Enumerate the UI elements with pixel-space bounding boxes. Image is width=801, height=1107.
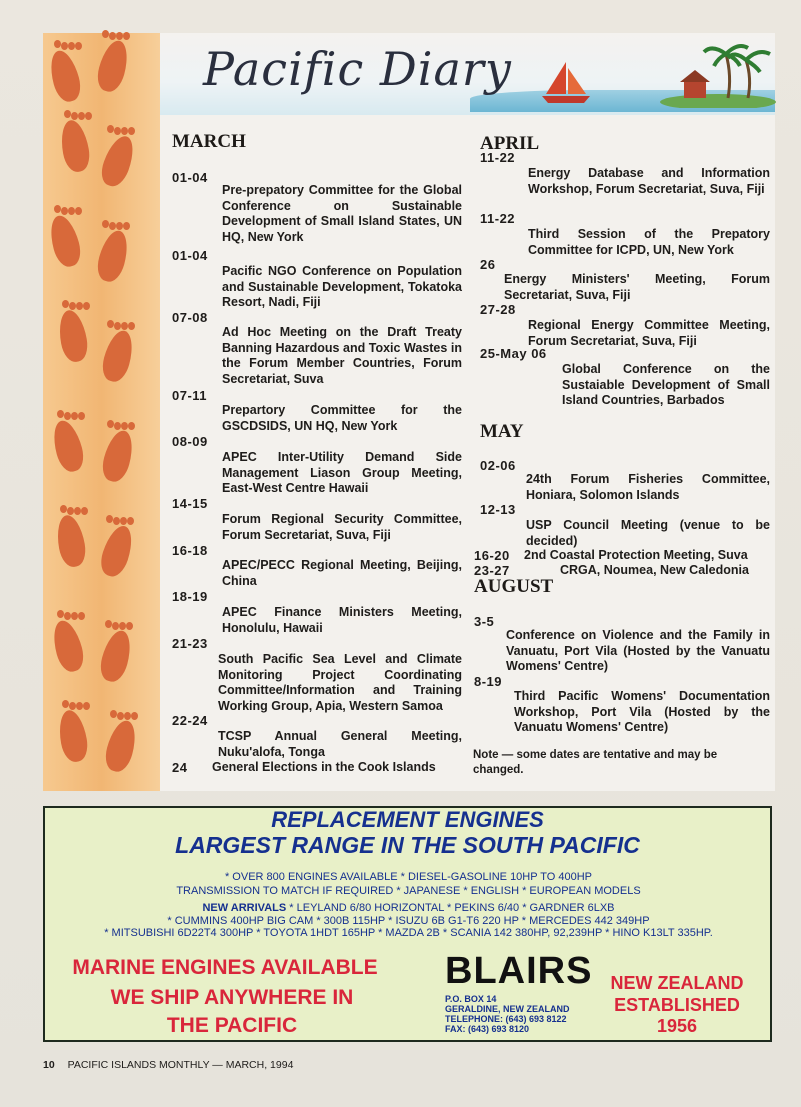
ad-address-line: GERALDINE, NEW ZEALAND	[445, 1004, 570, 1014]
event-text: Pacific NGO Conference on Population and Sustainable Development, Tokatoka Resort, Nadi, Fiji	[222, 264, 462, 309]
event-date: 11-22	[480, 150, 516, 165]
event-text: Energy Database and Information Workshop, Forum Secretariat, Suva, Fiji	[528, 166, 770, 196]
toe-icon	[123, 222, 130, 230]
blairs-logo: BLAIRS	[445, 950, 593, 992]
toe-icon	[116, 32, 123, 40]
event-date: 24	[172, 760, 188, 775]
event-text: Third Pacific Womens' Documentation Workshop, Port Vila (Hosted by the Vanuatu Womens' Centre)	[514, 689, 770, 734]
event-text: Pre-prepatory Committee for the Global Conference on Sustainable Development of Small Island States, UN HQ, New York	[222, 183, 462, 244]
ad-established-text: ESTABLISHED 1956	[614, 995, 740, 1036]
event-text: General Elections in the Cook Islands	[212, 760, 436, 774]
toe-icon	[81, 507, 88, 515]
tentative-dates-note: Note — some dates are tentative and may be changed.	[473, 749, 718, 776]
toe-icon	[78, 612, 85, 620]
ad-address-line: P.O. BOX 14	[445, 994, 497, 1004]
event-date: 16-20	[474, 548, 510, 563]
event-text: TCSP Annual General Meeting, Nuku'alofa, Tonga	[218, 729, 462, 759]
toe-icon	[69, 702, 76, 710]
ad-marine-engines-text: MARINE ENGINES AVAILABLE	[72, 956, 378, 979]
ad-new-arrivals-label: NEW ARRIVALS	[202, 902, 287, 914]
island-palms-icon	[648, 36, 776, 108]
event-text: 24th Forum Fisheries Committee, Honiara, Solomon Islands	[526, 472, 770, 502]
event-text: Energy Ministers' Meeting, Forum Secretariat, Suva, Fiji	[504, 272, 770, 302]
toe-icon	[57, 610, 64, 618]
event-date: 25-May 06	[480, 346, 547, 361]
event-date: 01-04	[172, 248, 208, 263]
toe-icon	[107, 125, 114, 133]
toe-icon	[120, 517, 127, 525]
event-text: South Pacific Sea Level and Climate Monitoring Project Coordinating Committee/Information and Training Working Group, Apia, Western Samoa	[218, 652, 462, 713]
ad-pacific-text: THE PACIFIC	[166, 1014, 298, 1037]
toe-icon	[60, 505, 67, 513]
toe-icon	[78, 112, 85, 120]
event-text: Forum Regional Security Committee, Forum Secretariat, Suva, Fiji	[222, 512, 462, 542]
toe-icon	[110, 710, 117, 718]
event-date: 27-28	[480, 302, 516, 317]
toe-icon	[64, 110, 71, 118]
ad-headline: REPLACEMENT ENGINES	[271, 807, 544, 832]
ad-line: * LEYLAND 6/80 HORIZONTAL * PEKINS 6/40 * GARDNER 6LXB	[289, 902, 615, 914]
ad-line: * OVER 800 ENGINES AVAILABLE * DIESEL-GASOLINE 10HP TO 400HP	[224, 871, 593, 883]
event-text: USP Council Meeting (venue to be decided)	[526, 518, 770, 548]
toe-icon	[123, 32, 130, 40]
toe-icon	[68, 207, 75, 215]
toe-icon	[114, 422, 121, 430]
toe-icon	[124, 712, 131, 720]
toe-icon	[107, 420, 114, 428]
event-text: Prepartory Committee for the GSCDSIDS, UN HQ, New York	[222, 403, 462, 433]
toe-icon	[83, 702, 90, 710]
toe-icon	[64, 412, 71, 420]
page-title: Pacific Diary	[203, 42, 512, 96]
toe-icon	[114, 127, 121, 135]
ad-line: TRANSMISSION TO MATCH IF REQUIRED * JAPANESE * ENGLISH * EUROPEAN MODELS	[176, 885, 641, 897]
toe-icon	[128, 322, 135, 330]
toe-icon	[69, 302, 76, 310]
toe-icon	[75, 207, 82, 215]
month-heading-may: MAY	[480, 421, 524, 442]
ad-ship-anywhere-text: WE SHIP ANYWHERE IN	[110, 986, 354, 1009]
toe-icon	[67, 507, 74, 515]
event-date: 23-27	[474, 563, 510, 578]
toe-icon	[71, 612, 78, 620]
toe-icon	[68, 42, 75, 50]
toe-icon	[114, 322, 121, 330]
toe-icon	[74, 507, 81, 515]
event-text: APEC Inter-Utility Demand Side Management Liason Group Meeting, East-West Centre Hawaii	[222, 450, 462, 495]
event-text: APEC Finance Ministers Meeting, Honolulu, Hawaii	[222, 605, 462, 635]
event-date: 07-08	[172, 310, 208, 325]
toe-icon	[76, 302, 83, 310]
ad-subheadline: LARGEST RANGE IN THE SOUTH PACIFIC	[175, 832, 640, 858]
event-date: 16-18	[172, 543, 208, 558]
toe-icon	[106, 515, 113, 523]
toe-icon	[54, 205, 61, 213]
toe-icon	[54, 40, 61, 48]
event-text: APEC/PECC Regional Meeting, Beijing, China	[222, 558, 462, 588]
toe-icon	[116, 222, 123, 230]
toe-icon	[127, 517, 134, 525]
toe-icon	[109, 222, 116, 230]
event-date: 11-22	[480, 211, 516, 226]
event-date: 07-11	[172, 388, 208, 403]
toe-icon	[64, 612, 71, 620]
event-text: Regional Energy Committee Meeting, Forum Secretariat, Suva, Fiji	[528, 318, 770, 348]
toe-icon	[76, 702, 83, 710]
toe-icon	[83, 302, 90, 310]
toe-icon	[121, 127, 128, 135]
event-text: 2nd Coastal Protection Meeting, Suva	[524, 548, 748, 562]
toe-icon	[62, 300, 69, 308]
event-date: 8-19	[474, 674, 503, 689]
event-date: 12-13	[480, 502, 516, 517]
toe-icon	[117, 712, 124, 720]
page-footer	[43, 1059, 293, 1071]
event-date: 01-04	[172, 170, 208, 185]
event-date: 14-15	[172, 496, 208, 511]
event-date: 21-23	[172, 636, 208, 651]
toe-icon	[57, 410, 64, 418]
event-text: Third Session of the Prepatory Committee for ICPD, UN, New York	[528, 227, 770, 257]
event-text: CRGA, Noumea, New Caledonia	[560, 563, 749, 577]
ad-telephone: TELEPHONE: (643) 693 8122	[445, 1014, 567, 1024]
event-date: 3-5	[474, 614, 495, 629]
toe-icon	[61, 207, 68, 215]
toe-icon	[119, 622, 126, 630]
month-heading-march: MARCH	[172, 131, 246, 152]
toe-icon	[107, 320, 114, 328]
toe-icon	[85, 112, 92, 120]
publication-line: PACIFIC ISLANDS MONTHLY — MARCH, 1994	[67, 1059, 294, 1071]
toe-icon	[128, 422, 135, 430]
ad-line: * MITSUBISHI 6D22T4 300HP * TOYOTA 1HDT 165HP * MAZDA 2B * SCANIA 142 380HP, 92,239HP * HINO K13LT 335HP.	[104, 927, 713, 939]
event-date: 22-24	[172, 713, 208, 728]
ad-line: * CUMMINS 400HP BIG CAM * 300B 115HP * ISUZU 6B G1-T6 220 HP * MERCEDES 442 349HP	[167, 915, 650, 927]
event-text: Ad Hoc Meeting on the Draft Treaty Banning Hazardous and Toxic Wastes in the Forum Member Countries, Forum Secretariat, Suva	[222, 325, 462, 386]
ad-new-zealand-text: NEW ZEALAND	[610, 973, 744, 993]
event-date: 08-09	[172, 434, 208, 449]
toe-icon	[128, 127, 135, 135]
toe-icon	[75, 42, 82, 50]
month-heading-august: AUGUST	[474, 576, 554, 597]
event-date: 26	[480, 257, 496, 272]
toe-icon	[71, 112, 78, 120]
sailboat-icon	[540, 58, 592, 106]
toe-icon	[126, 622, 133, 630]
event-date: 02-06	[480, 458, 516, 473]
toe-icon	[109, 32, 116, 40]
toe-icon	[112, 622, 119, 630]
ad-fax: FAX: (643) 693 8120	[445, 1024, 530, 1034]
event-date: 18-19	[172, 589, 208, 604]
toe-icon	[71, 412, 78, 420]
page-number: 10	[43, 1059, 55, 1071]
toe-icon	[131, 712, 138, 720]
month-heading-april: APRIL	[480, 133, 540, 154]
event-text: Global Conference on the Sustaiable Development of Small Island Countries, Barbados	[562, 362, 770, 407]
toe-icon	[61, 42, 68, 50]
toe-icon	[102, 220, 109, 228]
toe-icon	[121, 422, 128, 430]
toe-icon	[78, 412, 85, 420]
event-text: Conference on Violence and the Family in Vanuatu, Port Vila (Hosted by the Vanuatu Womens' Centre)	[506, 628, 770, 673]
toe-icon	[121, 322, 128, 330]
toe-icon	[62, 700, 69, 708]
toe-icon	[113, 517, 120, 525]
toe-icon	[105, 620, 112, 628]
toe-icon	[102, 30, 109, 38]
